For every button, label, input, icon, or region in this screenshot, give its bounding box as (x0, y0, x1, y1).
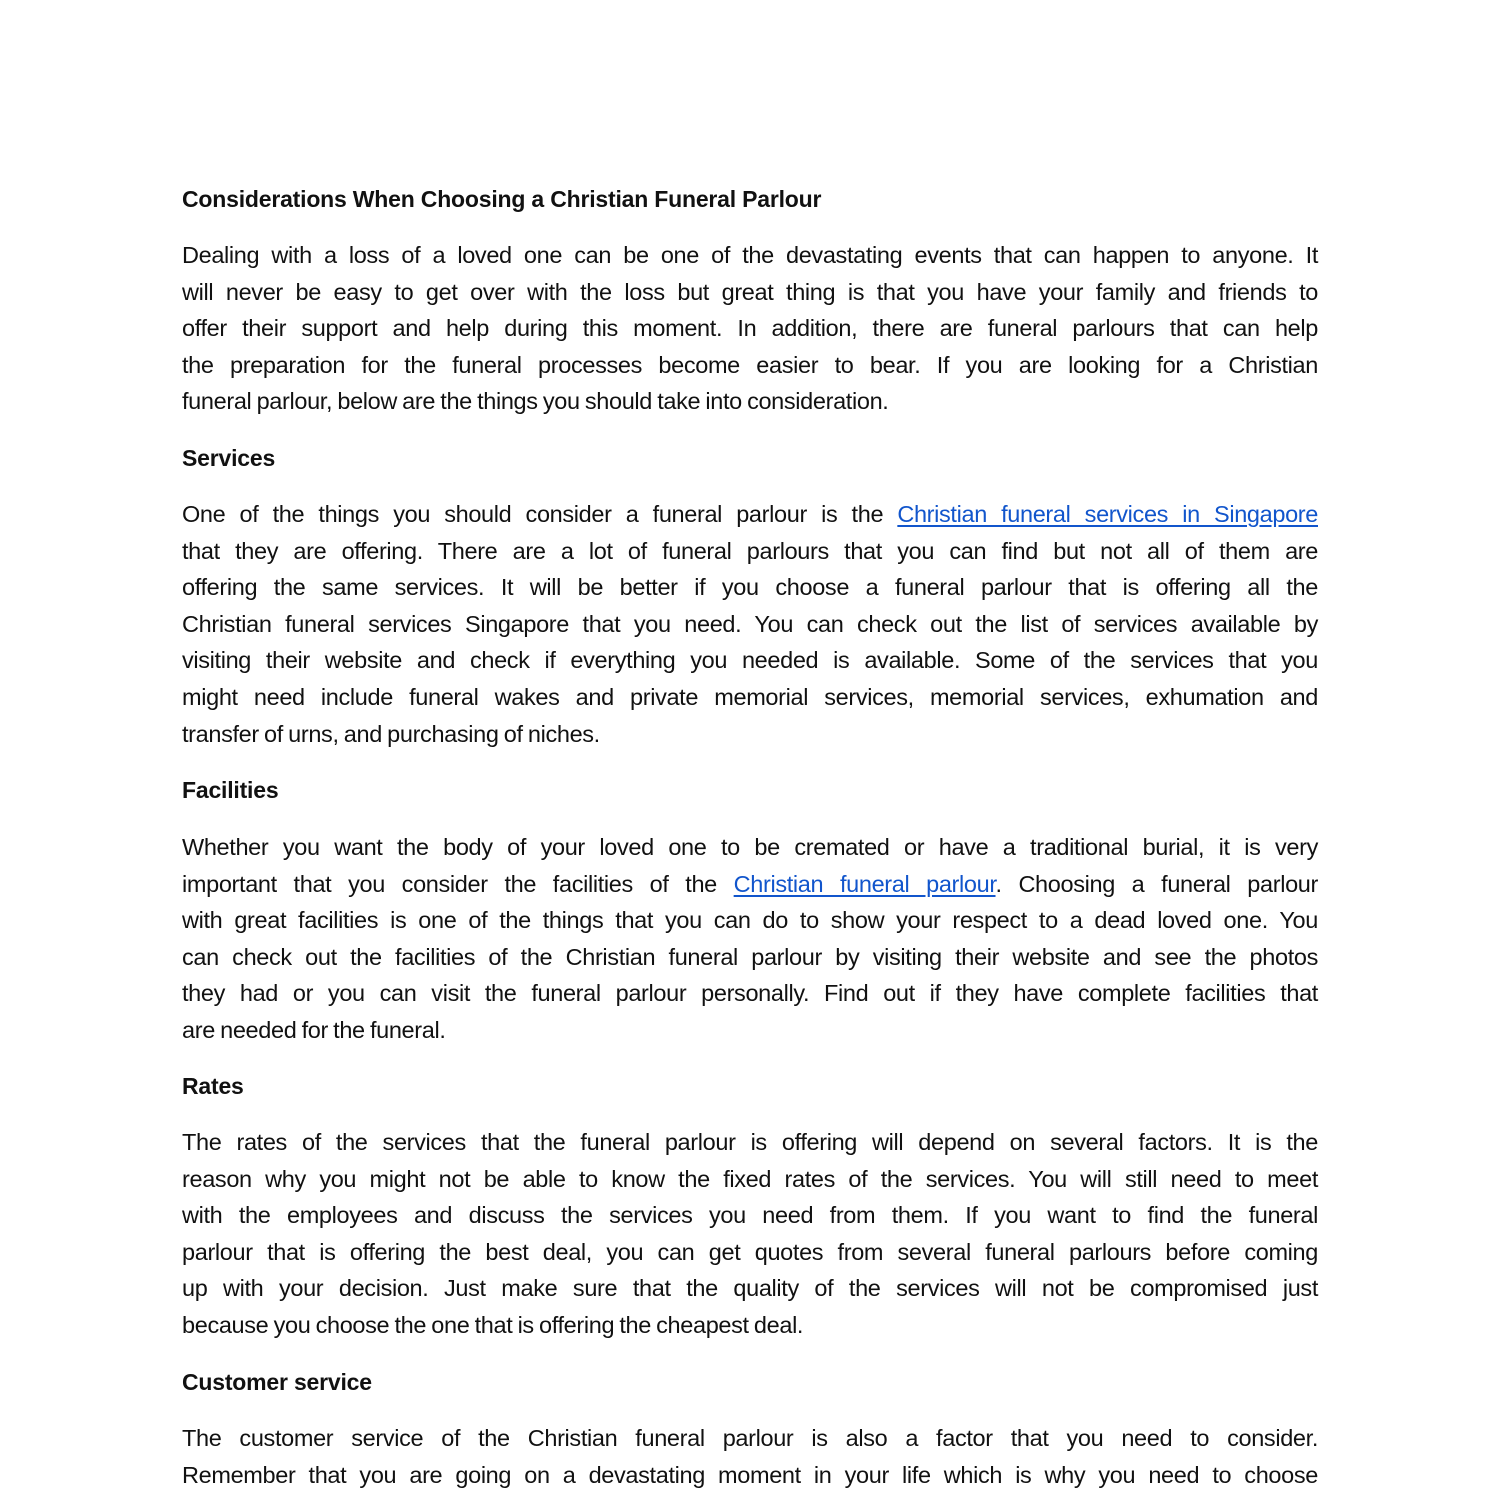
text-line: funeral parlour, below are the things you should take into consideration. (182, 388, 889, 415)
text-line: might need include funeral wakes and private memorial services, memorial services, exhumation and (182, 683, 1318, 710)
text-line: Christian funeral services Singapore that you need. You can check out the list of services available by (182, 610, 1318, 637)
text-line: The customer service of the Christian funeral parlour is also a factor that you need to consider. (182, 1425, 1318, 1451)
text-line: can check out the facilities of the Christian funeral parlour by visiting their website and see the photos (182, 943, 1318, 970)
section-heading-services: Services (182, 445, 276, 471)
text-line (182, 866, 1318, 903)
text-line: visiting their website and check if everything you needed is available. Some of the services that you (182, 647, 1318, 674)
section-heading-customer-service: Customer service (182, 1369, 372, 1395)
text-line: with great facilities is one of the things that you can do to show your respect to a dead loved one. You (182, 907, 1318, 934)
facilities-paragraph (182, 829, 1318, 1049)
rates-paragraph (182, 1124, 1318, 1344)
intro-paragraph (182, 237, 1318, 420)
section-heading-facilities: Facilities (182, 777, 279, 803)
text-line: with the employees and discuss the services you need from them. If you want to find the funeral (182, 1202, 1318, 1229)
text-line: The rates of the services that the funeral parlour is offering will depend on several factors. It is the (182, 1129, 1318, 1155)
text-line: Dealing with a loss of a loved one can be one of the devastating events that can happen to anyone. It (182, 242, 1318, 268)
text-line: Remember that you are going on a devastating moment in your life which is why you need to choose (182, 1461, 1318, 1488)
text-line: offer their support and help during this moment. In addition, there are funeral parlours that can help (182, 315, 1318, 342)
text-run: . Choosing a funeral parlour (995, 870, 1318, 897)
text-run: One of the things you should consider a funeral parlour is the (182, 501, 898, 527)
text-line: the preparation for the funeral processes become easier to bear. If you are looking for a Christian (182, 351, 1318, 378)
christian-funeral-services-singapore-link[interactable]: Christian funeral services in Singapore (897, 501, 1318, 527)
text-line: transfer of urns, and purchasing of niches. (182, 720, 600, 747)
text-line (182, 496, 1318, 533)
text-line: reason why you might not be able to know the fixed rates of the services. You will still need to meet (182, 1165, 1318, 1192)
text-line: Whether you want the body of your loved one to be cremated or have a traditional burial, it is very (182, 834, 1318, 860)
text-line: will never be easy to get over with the loss but great thing is that you have your family and friends to (182, 278, 1318, 305)
text-line: are needed for the funeral. (182, 1016, 446, 1043)
text-line: they had or you can visit the funeral parlour personally. Find out if they have complete facilities that (182, 980, 1318, 1007)
text-line: that they are offering. There are a lot of funeral parlours that you can find but not all of them are (182, 537, 1318, 564)
section-heading-rates: Rates (182, 1073, 244, 1099)
customer-service-paragraph (182, 1420, 1318, 1493)
text-line: up with your decision. Just make sure that the quality of the services will not be compromised just (182, 1275, 1318, 1302)
text-line: parlour that is offering the best deal, you can get quotes from several funeral parlours before coming (182, 1238, 1318, 1265)
text-line: because you choose the one that is offering the cheapest deal. (182, 1311, 804, 1338)
text-run: important that you consider the facilities of the (182, 870, 734, 897)
text-line: offering the same services. It will be better if you choose a funeral parlour that is offering all the (182, 574, 1318, 601)
services-paragraph (182, 496, 1318, 752)
document-title: Considerations When Choosing a Christian Funeral Parlour (182, 186, 822, 212)
christian-funeral-parlour-link[interactable]: Christian funeral parlour (733, 870, 996, 897)
